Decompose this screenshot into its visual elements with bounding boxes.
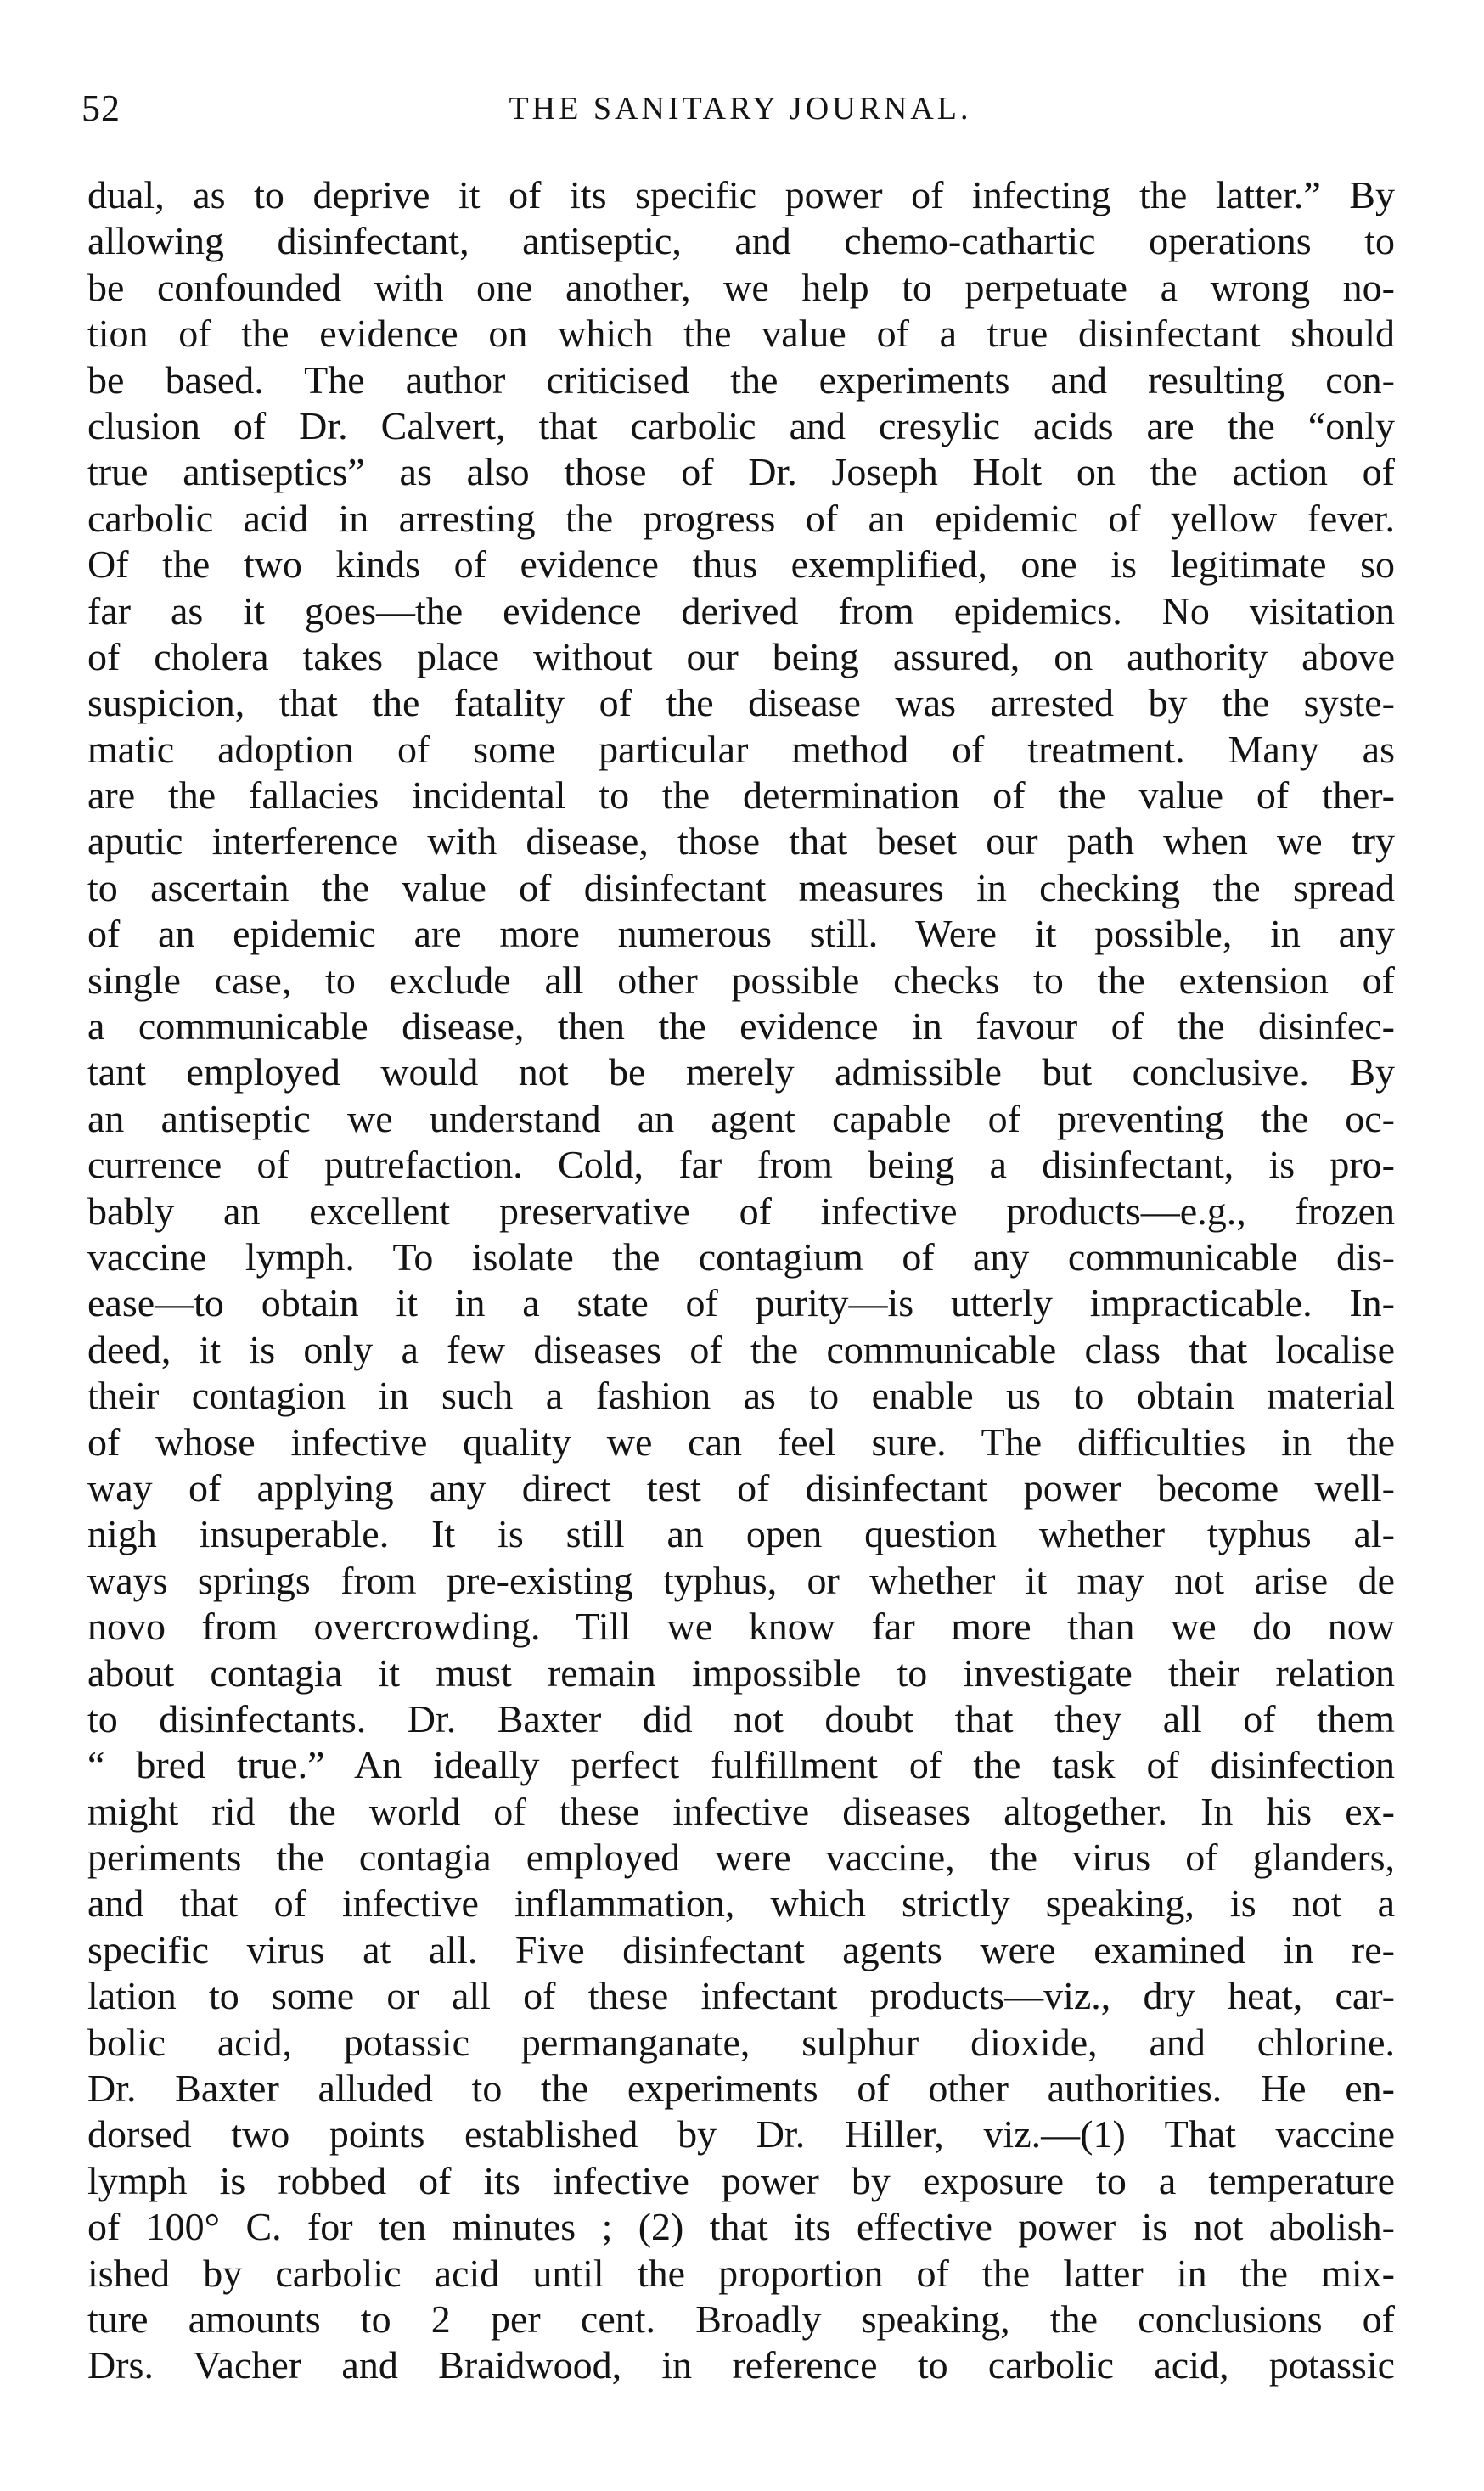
text-line: deed, it is only a few diseases of the communicable class that localise xyxy=(87,1327,1395,1371)
text-line: Of the two kinds of evidence thus exemplified, one is legitimate so xyxy=(87,543,1395,587)
text-line: periments the contagia employed were vaccine, the virus of glanders, xyxy=(87,1836,1395,1880)
text-line: “ bred true.” An ideally perfect fulfillment of the task of disinfection xyxy=(87,1743,1395,1787)
text-line: bably an excellent preservative of infective products—e.g., frozen xyxy=(87,1189,1395,1233)
text-line: vaccine lymph. To isolate the contagium of any communicable dis- xyxy=(87,1234,1395,1279)
text-line: of whose infective quality we can feel sure. The difficulties in the xyxy=(87,1420,1395,1464)
text-line: aputic interference with disease, those that beset our path when we try xyxy=(87,819,1395,863)
text-line: tant employed would not be merely admissible but conclusive. By xyxy=(87,1050,1395,1094)
text-line: to ascertain the value of disinfectant measures in checking the spread xyxy=(87,865,1395,909)
text-line: clusion of Dr. Calvert, that carbolic and cresylic acids are the “only xyxy=(87,403,1395,447)
text-line: true antiseptics” as also those of Dr. Joseph Holt on the action of xyxy=(87,450,1395,494)
text-line: ways springs from pre-existing typhus, or whether it may not arise de xyxy=(87,1558,1395,1602)
text-line: a communicable disease, then the evidence in favour of the disinfec- xyxy=(87,1004,1395,1049)
text-line: carbolic acid in arresting the progress of an epidemic of yellow fever. xyxy=(87,496,1395,540)
text-line: of cholera takes place without our being assured, on authority above xyxy=(87,634,1395,678)
body-text xyxy=(87,172,1395,2389)
text-line: allowing disinfectant, antiseptic, and chemo-cathartic operations to xyxy=(87,219,1395,263)
text-line: ture amounts to 2 per cent. Broadly speaking, the conclusions of xyxy=(87,2297,1395,2341)
text-line: of an epidemic are more numerous still. Were it possible, in any xyxy=(87,912,1395,956)
text-line: suspicion, that the fatality of the disease was arrested by the syste- xyxy=(87,681,1395,725)
text-line: dual, as to deprive it of its specific power of infecting the latter.” By xyxy=(87,173,1395,216)
running-head: THE SANITARY JOURNAL. xyxy=(509,91,972,127)
text-line: lymph is robbed of its infective power by exposure to a temperature xyxy=(87,2158,1395,2202)
text-line: Dr. Baxter alluded to the experiments of other authorities. He en- xyxy=(87,2066,1395,2111)
text-line: might rid the world of these infective diseases altogether. In his ex- xyxy=(87,1789,1395,1833)
text-line: bolic acid, potassic permanganate, sulphur dioxide, and chlorine. xyxy=(87,2020,1395,2064)
page-number: 52 xyxy=(82,87,121,129)
text-line: matic adoption of some particular method of treatment. Many as xyxy=(87,727,1395,771)
text-line: Drs. Vacher and Braidwood, in reference to carbolic acid, potassic xyxy=(87,2343,1395,2387)
text-line: about contagia it must remain impossible to investigate their relation xyxy=(87,1650,1395,1695)
text-line: dorsed two points established by Dr. Hiller, viz.—(1) That vaccine xyxy=(87,2112,1395,2156)
text-line: tion of the evidence on which the value of a true disinfectant should xyxy=(87,312,1395,356)
text-line: lation to some or all of these infectant products—viz., dry heat, car- xyxy=(87,1974,1395,2018)
text-line: single case, to exclude all other possible checks to the extension of xyxy=(87,958,1395,1002)
text-line: their contagion in such a fashion as to enable us to obtain material xyxy=(87,1374,1395,1418)
text-line: currence of putrefaction. Cold, far from being a disinfectant, is pro- xyxy=(87,1143,1395,1187)
text-line: to disinfectants. Dr. Baxter did not doubt that they all of them xyxy=(87,1696,1395,1740)
text-line: specific virus at all. Five disinfectant agents were examined in re- xyxy=(87,1927,1395,1971)
text-line: be confounded with one another, we help to perpetuate a wrong no- xyxy=(87,265,1395,309)
text-line: of 100° C. for ten minutes ; (2) that its effective power is not abolish- xyxy=(87,2205,1395,2249)
text-line: an antiseptic we understand an agent capable of preventing the oc- xyxy=(87,1096,1395,1140)
text-line: ished by carbolic acid until the proportion of the latter in the mix- xyxy=(87,2251,1395,2295)
text-line: ease—to obtain it in a state of purity—is utterly impracticable. In- xyxy=(87,1281,1395,1325)
text-line: are the fallacies incidental to the determination of the value of ther- xyxy=(87,773,1395,818)
text-line: way of applying any direct test of disinfectant power become well- xyxy=(87,1465,1395,1510)
text-line: far as it goes—the evidence derived from epidemics. No visitation xyxy=(87,588,1395,633)
page-header xyxy=(82,83,1399,134)
text-line: and that of infective inflammation, which strictly speaking, is not a xyxy=(87,1881,1395,1926)
text-line: be based. The author criticised the experiments and resulting con- xyxy=(87,357,1395,402)
text-line: novo from overcrowding. Till we know far more than we do now xyxy=(87,1605,1395,1649)
text-line: nigh insuperable. It is still an open question whether typhus al- xyxy=(87,1512,1395,1556)
